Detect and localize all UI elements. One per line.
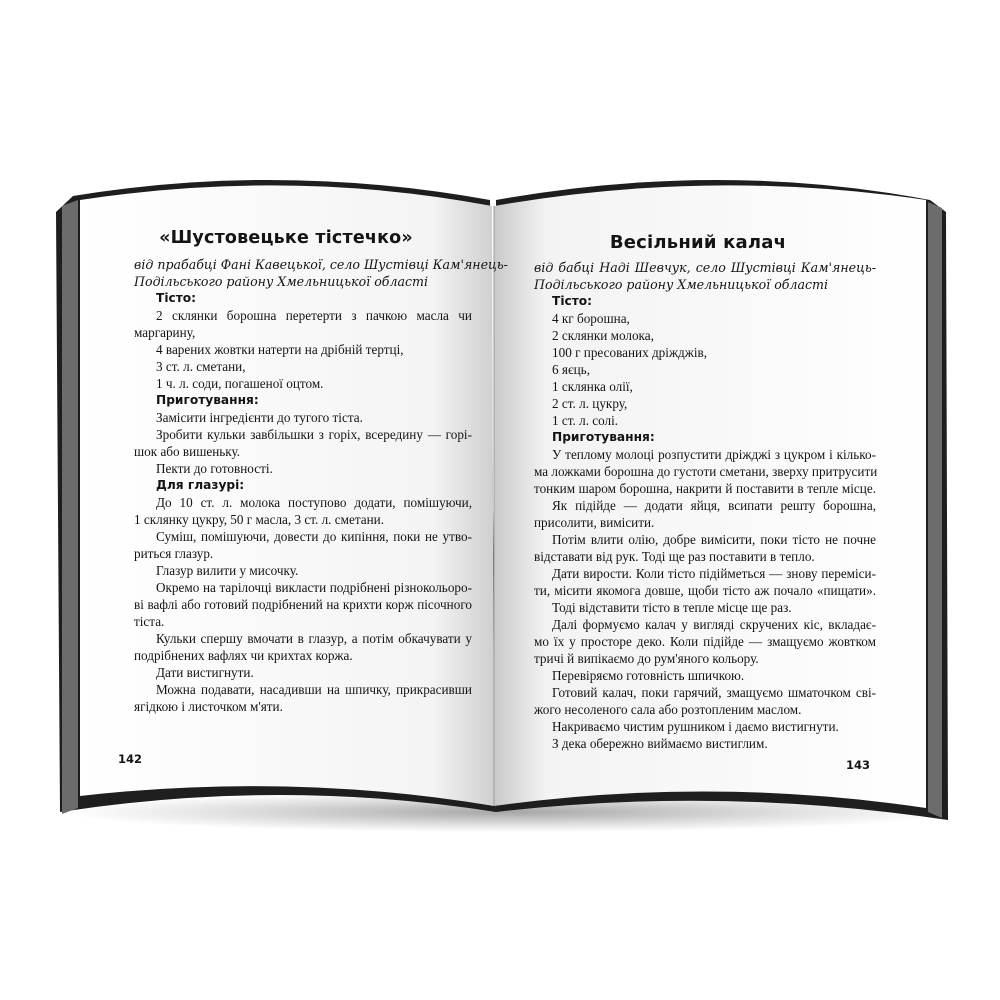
left-glaze-line: Окремо на тарілочці викласти подрібнені різнокольоро- bbox=[156, 580, 472, 595]
right-page-number: 143 bbox=[846, 758, 871, 772]
right-source-line-1: від бабці Наді Шевчук, село Шустівці Кам'янець- bbox=[534, 260, 876, 275]
right-prep-heading: Приготування: bbox=[552, 430, 655, 444]
left-dough-line: 3 ст. л. сметани, bbox=[156, 359, 246, 374]
left-glaze-line: Суміш, помішуючи, довести до кипіння, поки не утво- bbox=[156, 529, 472, 544]
left-prep-line: Замісити інгредієнти до тугого тіста. bbox=[156, 410, 363, 425]
left-glaze-line: 1 склянку цукру, 50 г масла, 3 ст. л. сметани. bbox=[134, 512, 385, 527]
left-source-line-1: від прабабці Фані Кавецької, село Шустівці Кам'янець- bbox=[134, 257, 508, 272]
right-dough-line: 1 ст. л. солі. bbox=[552, 413, 619, 428]
left-prep-line: Зробити кульки завбільшки з горіх, всередину — горі- bbox=[156, 427, 472, 442]
right-dough-heading: Тісто: bbox=[552, 294, 593, 308]
left-glaze-line: Глазур вилити у мисочку. bbox=[156, 563, 299, 578]
right-prep-line: Дати вирости. Коли тісто підійметься — знову переміси- bbox=[552, 566, 876, 581]
right-prep-line: Далі формуємо калач у вигляді скручених кіс, вкладає- bbox=[552, 617, 876, 632]
right-prep-line: присолити, вимісити. bbox=[534, 515, 655, 530]
left-page-stack bbox=[62, 200, 78, 814]
right-prep-line: У теплому молоці розпустити дріжджі з цукром і кілько- bbox=[552, 447, 876, 462]
left-recipe-title: «Шустовецьке тістечко» bbox=[159, 228, 413, 248]
left-glaze-line: ві вафлі або готовий подрібнений на крихти корж пісочного bbox=[134, 597, 472, 612]
left-dough-heading: Тісто: bbox=[156, 291, 197, 305]
right-dough-line: 100 г пресованих дріжджів, bbox=[552, 345, 708, 360]
right-prep-line: Перевіряємо готовність шпичкою. bbox=[552, 668, 745, 683]
right-page-stack bbox=[928, 202, 942, 818]
left-source-line-2: Подільського району Хмельницької області bbox=[134, 274, 429, 289]
right-prep-line: Тоді відставити тісто в тепле місце ще раз. bbox=[552, 600, 792, 615]
right-prep-line: тричі й випікаємо до рум'яного кольору. bbox=[534, 651, 759, 666]
right-source-line-2: Подільського району Хмельницької області bbox=[534, 277, 829, 292]
right-prep-line: Накриваємо чистим рушником і даємо вистигнути. bbox=[552, 719, 839, 734]
left-page-text bbox=[100, 228, 508, 715]
right-dough-line: 2 ст. л. цукру, bbox=[552, 396, 628, 411]
left-glaze-line: Дати вистигнути. bbox=[156, 665, 254, 680]
right-page-text bbox=[520, 232, 876, 752]
left-glaze-line: риться глазур. bbox=[134, 546, 214, 561]
right-prep-line: відставати від рук. Тоді ще раз поставити в тепло. bbox=[534, 549, 815, 564]
left-dough-line: маргарину, bbox=[134, 325, 196, 340]
left-glaze-line: тіста. bbox=[134, 614, 165, 629]
left-glaze-line: До 10 ст. л. молока поступово додати, помішуючи, bbox=[156, 495, 472, 510]
right-dough-line: 6 яєць, bbox=[552, 362, 590, 377]
right-prep-line: Як підійде — додати яйця, всипати решту борошна, bbox=[552, 498, 876, 513]
left-glaze-line: Можна подавати, насадивши на шпичку, прикрасивши bbox=[156, 682, 472, 697]
left-dough-line: 4 варених жовтки натерти на дрібній тертці, bbox=[156, 342, 404, 357]
left-dough-line: 2 склянки борошна перетерти з пачкою масла чи bbox=[156, 308, 472, 323]
right-prep-line: ти, місити якомога довше, щоби тісто аж почало «пищати». bbox=[534, 583, 876, 598]
right-prep-line: Готовий калач, поки гарячий, змащуємо шматочком сві- bbox=[552, 685, 876, 700]
left-glaze-heading: Для глазурі: bbox=[156, 478, 245, 492]
left-prep-heading: Приготування: bbox=[156, 393, 259, 407]
left-prep-line: шок або вишеньку. bbox=[134, 444, 241, 459]
right-recipe-title: Весільний калач bbox=[609, 232, 787, 253]
left-glaze-line: Кульки спершу вмочати в глазур, а потім обкачувати у bbox=[156, 631, 472, 646]
right-prep-line: жого несоленого сала або розтопленим маслом. bbox=[534, 702, 802, 717]
left-page-number: 142 bbox=[118, 752, 143, 766]
right-dough-line: 4 кг борошна, bbox=[552, 311, 630, 326]
right-prep-line: З дека обережно виймаємо вистиглим. bbox=[552, 736, 768, 751]
left-prep-line: Пекти до готовності. bbox=[156, 461, 273, 476]
right-prep-line: Потім влити олію, добре вимісити, поки тісто не почне bbox=[552, 532, 876, 547]
right-prep-line: тонким шаром борошна, накрити й поставити в тепле місце. bbox=[534, 481, 876, 496]
left-dough-line: 1 ч. л. соди, погашеної оцтом. bbox=[156, 376, 324, 391]
right-prep-line: мо їх у просторе деко. Коли підійде — змащуємо жовтком bbox=[534, 634, 876, 649]
right-prep-line: ма ложками борошна до густоти сметани, зверху притрусити bbox=[534, 464, 878, 479]
left-glaze-line: ягідкою і листочком м'яти. bbox=[134, 699, 283, 714]
right-dough-line: 1 склянка олії, bbox=[552, 379, 633, 394]
left-glaze-line: подрібнених вафлях чи крихтах коржа. bbox=[134, 648, 353, 663]
right-dough-line: 2 склянки молока, bbox=[552, 328, 654, 343]
